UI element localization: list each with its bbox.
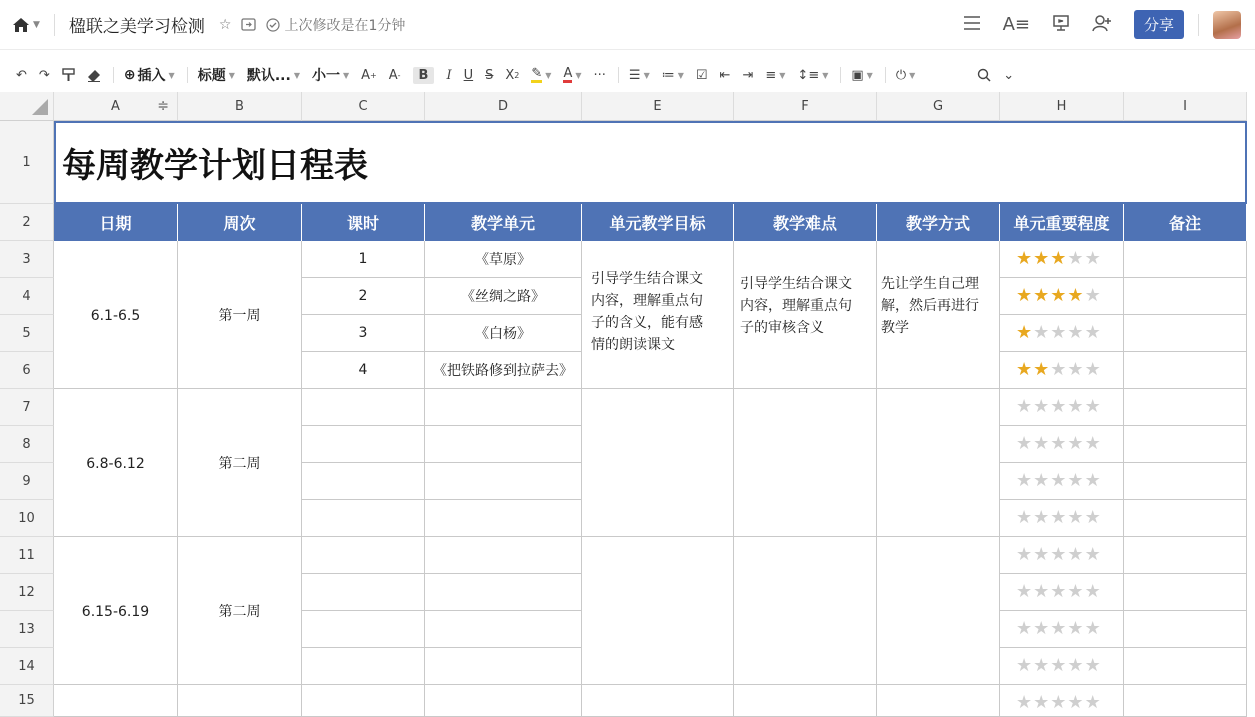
star-rating[interactable] <box>1016 694 1101 712</box>
unit-cell[interactable] <box>425 574 582 611</box>
star-icon: ★ <box>1016 433 1033 454</box>
divider <box>885 67 886 83</box>
star-icon: ★ <box>1050 655 1067 676</box>
teaching-method-text <box>881 273 979 339</box>
numbered-list-icon[interactable]: ≔ ▼ <box>661 67 684 83</box>
underline-button[interactable]: U <box>463 67 474 83</box>
unit-cell[interactable]: 《白杨》 <box>425 315 582 352</box>
star-icon: ★ <box>1016 655 1033 676</box>
increase-font-icon[interactable]: A + <box>361 67 377 83</box>
star-icon: ★ <box>1033 433 1050 454</box>
star-rating[interactable] <box>1016 620 1101 638</box>
column-title-cell: 备注 <box>1124 204 1247 241</box>
unit-cell[interactable] <box>425 611 582 648</box>
star-icon: ★ <box>1067 322 1084 343</box>
lesson-number-cell[interactable]: 1 <box>302 241 425 278</box>
empty-cell[interactable] <box>582 685 734 717</box>
teaching-goal-text-line: 引导学生结合课文 <box>591 271 703 287</box>
redo-icon[interactable]: ↷ <box>38 67 50 83</box>
teaching-difficulty-text-line: 内容，理解重点句 <box>740 298 852 314</box>
text-format-icon[interactable]: A≡ <box>1002 14 1030 35</box>
lesson-number-cell[interactable] <box>302 648 425 685</box>
notes-cell[interactable] <box>1124 574 1247 611</box>
star-icon: ★ <box>1067 396 1084 417</box>
column-header-d[interactable]: D <box>425 92 582 121</box>
column-header-c[interactable]: C <box>302 92 425 121</box>
insert-label: 插入 <box>137 68 166 84</box>
row-header-8[interactable]: 8 <box>0 426 54 463</box>
notes-cell[interactable] <box>1124 426 1247 463</box>
column-header-g[interactable]: G <box>877 92 1000 121</box>
avatar[interactable] <box>1213 11 1241 39</box>
divider <box>113 67 114 83</box>
italic-button[interactable]: I <box>446 67 452 83</box>
teaching-difficulty-text-line: 引导学生结合课文 <box>740 276 852 292</box>
star-icon: ★ <box>1050 285 1067 306</box>
star-icon: ★ <box>1050 470 1067 491</box>
row-header-12[interactable]: 12 <box>0 574 54 611</box>
notes-cell[interactable] <box>1124 278 1247 315</box>
star-icon: ★ <box>1084 396 1101 417</box>
empty-cell[interactable] <box>425 685 582 717</box>
row-header-5[interactable]: 5 <box>0 315 54 352</box>
column-title-cell: 教学方式 <box>877 204 1000 241</box>
teaching-difficulty-text-line: 子的审核含义 <box>740 320 824 336</box>
font-size-dropdown[interactable] <box>312 65 349 85</box>
font-color-icon: A <box>563 65 573 81</box>
star-icon: ★ <box>1084 322 1101 343</box>
star-icon: ★ <box>1084 655 1101 676</box>
lesson-number-cell[interactable] <box>302 574 425 611</box>
week-cell[interactable]: 第一周 <box>178 241 302 389</box>
star-icon: ★ <box>1016 544 1033 565</box>
row-header-15[interactable]: 15 <box>0 685 54 717</box>
column-header-h[interactable]: H <box>1000 92 1124 121</box>
star-icon: ★ <box>1033 507 1050 528</box>
teaching-method-text-line: 先让学生自己理 <box>881 276 979 292</box>
outdent-icon[interactable]: ⇤ <box>719 67 731 83</box>
chevron-down-icon: ▼ <box>228 70 235 80</box>
column-title-cell: 教学难点 <box>734 204 877 241</box>
collapse-toolbar-icon[interactable]: ⌄ <box>1003 67 1015 83</box>
column-header-b[interactable]: B <box>178 92 302 121</box>
lesson-number-cell[interactable]: 2 <box>302 278 425 315</box>
unit-cell[interactable] <box>425 426 582 463</box>
filter-icon[interactable]: ≑ <box>157 98 169 114</box>
star-icon: ★ <box>1050 433 1067 454</box>
chevron-down-icon: ▼ <box>677 70 684 80</box>
star-icon: ★ <box>1016 396 1033 417</box>
move-to-folder-icon[interactable] <box>241 18 256 31</box>
highlighter-icon: ✎ <box>531 65 543 81</box>
teaching-goal-text-line: 内容，理解重点句 <box>591 293 703 309</box>
star-icon: ★ <box>1016 618 1033 639</box>
star-rating[interactable] <box>1016 398 1101 416</box>
row-header-1[interactable]: 1 <box>0 121 54 204</box>
unit-cell[interactable]: 《把铁路修到拉萨去》 <box>425 352 582 389</box>
teaching-method-text-line: 教学 <box>881 320 909 336</box>
font-label: 默认... <box>246 68 291 84</box>
bullet-list-icon[interactable]: ☰ ▼ <box>628 67 650 83</box>
notes-cell[interactable] <box>1124 352 1247 389</box>
star-rating[interactable] <box>1016 546 1101 564</box>
share-button[interactable]: 分享 <box>1134 10 1184 39</box>
home-icon <box>12 17 30 33</box>
date-cell[interactable]: 6.15-6.19 <box>54 537 178 685</box>
column-header-f[interactable]: F <box>734 92 877 121</box>
column-title-cell: 日期 <box>54 204 178 241</box>
column-title-cell: 周次 <box>178 204 302 241</box>
star-icon: ★ <box>1033 322 1050 343</box>
star-icon: ★ <box>1084 248 1101 269</box>
plus-circle-icon: ⊕ <box>123 67 136 83</box>
divider <box>54 14 55 36</box>
star-icon: ★ <box>1016 470 1033 491</box>
star-icon: ★ <box>1084 544 1101 565</box>
merged-cell[interactable] <box>582 389 734 537</box>
date-cell[interactable]: 6.1-6.5 <box>54 241 178 389</box>
subscript-button[interactable]: X 2 <box>505 67 520 83</box>
star-icon: ★ <box>1067 359 1084 380</box>
divider <box>840 67 841 83</box>
column-title-cell: 教学单元 <box>425 204 582 241</box>
star-rating[interactable] <box>1016 250 1101 268</box>
star-icon: ★ <box>1033 248 1050 269</box>
star-icon: ★ <box>1084 433 1101 454</box>
merged-cell[interactable] <box>734 389 877 537</box>
indent-icon[interactable]: ⇥ <box>742 67 754 83</box>
date-cell[interactable]: 6.8-6.12 <box>54 389 178 537</box>
lesson-number-cell[interactable]: 4 <box>302 352 425 389</box>
star-icon: ★ <box>1050 248 1067 269</box>
select-all-corner[interactable] <box>0 92 54 121</box>
unit-cell[interactable] <box>425 389 582 426</box>
star-icon: ★ <box>1050 359 1067 380</box>
star-icon: ★ <box>1067 655 1084 676</box>
image-icon[interactable]: ▣ ▼ <box>851 67 873 83</box>
row-header-7[interactable]: 7 <box>0 389 54 426</box>
lesson-number-cell[interactable] <box>302 611 425 648</box>
document-title[interactable]: 楹联之美学习检测 <box>68 17 205 37</box>
star-icon: ★ <box>1016 359 1033 380</box>
sheet-title[interactable]: 每周教学计划日程表 <box>54 121 1247 204</box>
chevron-down-icon: ▼ <box>866 70 873 80</box>
star-icon: ★ <box>1084 581 1101 602</box>
chevron-down-icon: ▼ <box>33 19 40 30</box>
notes-cell[interactable] <box>1124 241 1247 278</box>
line-spacing-icon[interactable]: ↕≡ ▼ <box>797 67 829 83</box>
star-icon: ★ <box>1016 507 1033 528</box>
star-icon: ★ <box>1067 618 1084 639</box>
lesson-number-cell[interactable] <box>302 426 425 463</box>
star-icon: ★ <box>1050 618 1067 639</box>
star-rating[interactable] <box>1016 657 1101 675</box>
teaching-goal-text-line: 情的朗读课文 <box>591 337 675 353</box>
teaching-difficulty-text <box>740 273 852 339</box>
notes-cell[interactable] <box>1124 611 1247 648</box>
teaching-method-text-line: 解，然后再进行 <box>881 298 979 314</box>
star-icon: ★ <box>1067 507 1084 528</box>
star-icon: ★ <box>1033 655 1050 676</box>
last-modified-text: 上次修改是在1分钟 <box>284 17 406 34</box>
row-header-11[interactable]: 11 <box>0 537 54 574</box>
merged-cell[interactable] <box>734 537 877 685</box>
star-rating[interactable] <box>1016 583 1101 601</box>
align-icon[interactable]: ≡ ▼ <box>765 67 786 83</box>
star-icon: ★ <box>1067 692 1084 713</box>
notes-cell[interactable] <box>1124 500 1247 537</box>
paragraph-style-dropdown[interactable] <box>198 65 235 85</box>
title-bar <box>0 0 1255 50</box>
divider <box>187 67 188 83</box>
empty-cell[interactable] <box>178 685 302 717</box>
row-header-14[interactable]: 14 <box>0 648 54 685</box>
merged-cell[interactable] <box>877 537 1000 685</box>
star-rating[interactable] <box>1016 324 1101 342</box>
decrease-font-icon[interactable]: A - <box>388 67 401 83</box>
star-icon: ★ <box>1067 581 1084 602</box>
star-icon: ★ <box>1033 470 1050 491</box>
star-icon: ★ <box>1050 322 1067 343</box>
chevron-down-icon: ▼ <box>293 70 300 80</box>
notes-cell[interactable] <box>1124 537 1247 574</box>
format-painter-icon[interactable] <box>62 68 75 82</box>
star-icon: ★ <box>1033 285 1050 306</box>
star-icon: ★ <box>1016 285 1033 306</box>
unit-cell[interactable]: 《丝绸之路》 <box>425 278 582 315</box>
teaching-goal-text-line: 子的含义，能有感 <box>591 315 703 331</box>
home-button[interactable] <box>12 17 40 33</box>
teaching-goal-text <box>591 268 703 356</box>
star-icon: ★ <box>1084 507 1101 528</box>
menu-icon[interactable] <box>963 16 981 34</box>
row-header-3[interactable]: 3 <box>0 241 54 278</box>
star-icon: ★ <box>1050 396 1067 417</box>
chevron-down-icon: ▼ <box>342 70 350 80</box>
more-button[interactable]: ··· <box>593 67 606 83</box>
star-icon: ★ <box>1067 248 1084 269</box>
chevron-down-icon: ▼ <box>909 70 916 80</box>
check-circle-icon <box>266 18 280 32</box>
chevron-down-icon: ▼ <box>779 70 786 80</box>
add-collaborator-icon[interactable] <box>1092 14 1112 36</box>
lesson-number-cell[interactable] <box>302 500 425 537</box>
unit-cell[interactable] <box>425 500 582 537</box>
strikethrough-button[interactable]: S <box>485 67 494 83</box>
row-header-6[interactable]: 6 <box>0 352 54 389</box>
chevron-down-icon: ▼ <box>822 70 829 80</box>
row-header-4[interactable]: 4 <box>0 278 54 315</box>
undo-icon[interactable]: ↶ <box>16 67 27 83</box>
empty-cell[interactable] <box>877 685 1000 717</box>
star-icon: ★ <box>1084 359 1101 380</box>
star-icon: ★ <box>1067 544 1084 565</box>
star-icon: ★ <box>1033 359 1050 380</box>
empty-cell[interactable] <box>302 685 425 717</box>
notes-cell[interactable] <box>1124 315 1247 352</box>
row-header-2[interactable]: 2 <box>0 204 54 241</box>
star-icon: ★ <box>1084 692 1101 713</box>
chevron-down-icon: ▼ <box>575 70 582 80</box>
star-icon: ★ <box>1050 544 1067 565</box>
unit-cell[interactable] <box>425 463 582 500</box>
checklist-icon[interactable]: ☑ <box>695 67 708 83</box>
star-icon: ★ <box>1033 692 1050 713</box>
lesson-number-cell[interactable] <box>302 389 425 426</box>
star-icon: ★ <box>1016 581 1033 602</box>
size-label: 小一 <box>311 68 340 84</box>
chevron-down-icon: ▼ <box>168 70 175 80</box>
star-icon: ★ <box>1033 396 1050 417</box>
empty-cell[interactable] <box>54 685 178 717</box>
chevron-down-icon: ▼ <box>643 70 650 80</box>
empty-cell[interactable] <box>734 685 877 717</box>
star-icon[interactable]: ☆ <box>218 16 232 33</box>
star-icon: ★ <box>1084 618 1101 639</box>
star-icon: ★ <box>1016 692 1033 713</box>
unit-cell[interactable] <box>425 648 582 685</box>
present-icon[interactable] <box>1052 14 1070 36</box>
star-icon: ★ <box>1016 322 1033 343</box>
week-cell[interactable]: 第二周 <box>178 537 302 685</box>
star-icon: ★ <box>1050 581 1067 602</box>
star-icon: ★ <box>1084 470 1101 491</box>
row-header-9[interactable]: 9 <box>0 463 54 500</box>
font-dropdown[interactable] <box>247 65 300 85</box>
column-header-i[interactable]: I <box>1124 92 1247 121</box>
column-title-cell: 课时 <box>302 204 425 241</box>
notes-cell[interactable] <box>1124 648 1247 685</box>
column-title-cell: 单元教学目标 <box>582 204 734 241</box>
insert-menu[interactable] <box>124 65 175 85</box>
star-icon: ★ <box>1033 618 1050 639</box>
star-icon: ★ <box>1084 285 1101 306</box>
column-header-a[interactable]: A ≑ <box>54 92 178 121</box>
bold-button[interactable]: B <box>413 67 435 84</box>
plugin-icon[interactable]: ⏻ ▼ <box>895 67 916 83</box>
star-rating[interactable] <box>1016 472 1101 490</box>
format-toolbar <box>0 58 1255 92</box>
star-icon: ★ <box>1033 544 1050 565</box>
column-title-cell: 单元重要程度 <box>1000 204 1124 241</box>
star-icon: ★ <box>1067 433 1084 454</box>
lesson-number-cell[interactable]: 3 <box>302 315 425 352</box>
unit-cell[interactable]: 《草原》 <box>425 241 582 278</box>
row-header-10[interactable]: 10 <box>0 500 54 537</box>
highlight-color-button[interactable] <box>531 65 552 83</box>
merged-cell[interactable] <box>582 537 734 685</box>
eraser-icon[interactable] <box>87 69 101 82</box>
star-rating[interactable] <box>1016 509 1101 527</box>
star-rating[interactable] <box>1016 287 1101 305</box>
row-header-13[interactable]: 13 <box>0 611 54 648</box>
empty-cell[interactable] <box>1124 685 1247 717</box>
style-label: 标题 <box>197 68 226 84</box>
chevron-down-icon: ▼ <box>545 70 552 80</box>
star-icon: ★ <box>1067 285 1084 306</box>
column-header-e[interactable]: E <box>582 92 734 121</box>
notes-cell[interactable] <box>1124 463 1247 500</box>
lesson-number-cell[interactable] <box>302 463 425 500</box>
star-icon: ★ <box>1050 692 1067 713</box>
font-color-button[interactable] <box>563 65 582 83</box>
notes-cell[interactable] <box>1124 389 1247 426</box>
divider <box>1198 14 1199 36</box>
star-icon: ★ <box>1050 507 1067 528</box>
star-rating[interactable] <box>1016 361 1101 379</box>
unit-cell[interactable] <box>425 537 582 574</box>
search-icon[interactable] <box>977 68 991 82</box>
merged-cell[interactable] <box>877 389 1000 537</box>
star-icon: ★ <box>1033 581 1050 602</box>
star-icon: ★ <box>1067 470 1084 491</box>
lesson-number-cell[interactable] <box>302 537 425 574</box>
star-rating[interactable] <box>1016 435 1101 453</box>
week-cell[interactable]: 第二周 <box>178 389 302 537</box>
star-icon: ★ <box>1016 248 1033 269</box>
divider <box>618 67 619 83</box>
